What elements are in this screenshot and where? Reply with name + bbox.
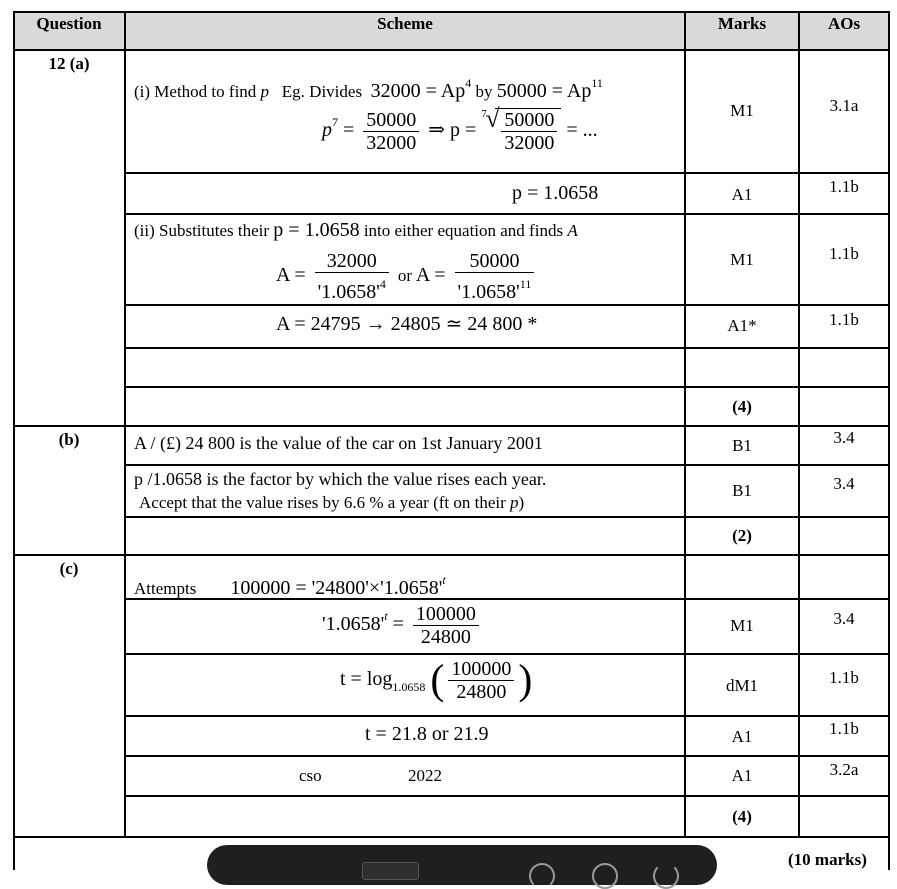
var-p: p	[322, 119, 332, 142]
rule-right	[888, 11, 890, 870]
exponent: t	[442, 573, 446, 587]
rotate-icon[interactable]	[653, 863, 679, 889]
var-A: A	[567, 221, 578, 240]
header-marks: Marks	[717, 14, 767, 33]
rule	[124, 386, 889, 388]
numerator: 50000	[363, 109, 419, 132]
grand-total: (10 marks)	[788, 850, 867, 869]
numerator: 100000	[448, 658, 514, 681]
exponent: 11	[519, 277, 532, 291]
base: '1.0658'	[317, 281, 380, 303]
text: Accept that the value rises by 6.6 % a year (ft on their	[139, 493, 506, 512]
numerator: 32000	[315, 250, 389, 273]
ao-b-2: 3.4	[833, 474, 855, 493]
ao-a-2: 1.1b	[829, 177, 859, 196]
or-text: or	[397, 266, 413, 286]
denominator	[315, 273, 389, 303]
rule-part-b-end	[13, 554, 889, 556]
denominator: 32000	[366, 132, 417, 154]
var-p: p	[260, 82, 270, 101]
rule-col-scheme	[124, 11, 126, 837]
scheme-a-A-value: A = 24795 → 24805 ≃ 24 800 *	[276, 313, 538, 335]
rule-header-bottom	[13, 49, 889, 51]
scheme-c-5-year: 2022	[408, 766, 442, 785]
rule	[124, 715, 889, 717]
rule-col-marks	[684, 11, 686, 837]
rule	[124, 172, 889, 174]
scheme-a-p-value: p = 1.0658	[512, 182, 599, 204]
scheme-b-1: A / (£) 24 800 is the value of the car on 1st January 2001	[134, 433, 543, 453]
equation: 100000 = '24800'×'1.0658'	[230, 577, 443, 599]
radical-sign: √	[485, 104, 500, 133]
fraction	[455, 250, 535, 303]
fraction	[315, 250, 389, 303]
header-aos: AOs	[827, 14, 861, 33]
rule	[124, 516, 889, 518]
total-b: (2)	[732, 526, 752, 545]
scheme-a-ii-line2	[276, 250, 538, 303]
log: t = log	[340, 668, 393, 691]
rule	[124, 347, 889, 349]
numerator: 50000	[455, 250, 535, 273]
implies: ⇒ p =	[428, 119, 477, 142]
base: '1.0658'	[322, 613, 385, 636]
scheme-c-1	[134, 570, 446, 599]
ao-a-1: 3.1a	[829, 96, 859, 115]
equals: =	[392, 613, 404, 636]
ao-b-1: 3.4	[833, 428, 855, 447]
exponent: 4	[379, 277, 386, 291]
scheme-a-ii-line1	[134, 220, 578, 241]
ao-c-5: 3.2a	[829, 760, 859, 779]
rule	[124, 755, 889, 757]
scheme-a-i-line1	[134, 73, 603, 102]
denominator	[455, 273, 535, 303]
var-p: p	[510, 493, 519, 512]
scheme-c-2	[322, 603, 483, 648]
denominator: 24800	[420, 626, 471, 648]
question-label-c: (c)	[59, 559, 79, 578]
right-paren: )	[518, 657, 533, 704]
rule	[124, 464, 889, 466]
rule	[124, 304, 889, 306]
base: '1.0658'	[457, 281, 520, 303]
ao-c-4: 1.1b	[829, 719, 859, 738]
header-scheme: Scheme	[377, 14, 433, 33]
scheme-c-5-cso: cso	[299, 766, 322, 785]
rule-col-aos	[798, 11, 800, 837]
scheme-c-4: t = 21.8 or 21.9	[365, 723, 489, 745]
scheme-b-2-line2	[139, 493, 524, 513]
root	[481, 104, 561, 154]
ao-a-3: 1.1b	[829, 244, 859, 263]
header-question: Question	[36, 14, 102, 33]
ellipsis: = ...	[566, 119, 598, 142]
exponent: 11	[591, 76, 603, 90]
ao-c-3: 1.1b	[829, 668, 859, 687]
mark-a-3: M1	[730, 250, 754, 269]
left-paren: (	[430, 657, 445, 704]
scheme-a-i-line2: $p^7$ = $\frac{50000}{32000}$ ⇒ p = 7 √ $\frac{50000}{32000}$ = ...	[322, 104, 598, 154]
exponent: 7	[332, 115, 338, 130]
denominator: 32000	[504, 132, 555, 154]
mark-c-3: dM1	[725, 676, 759, 695]
mark-a-4: A1*	[727, 316, 757, 335]
fraction	[448, 658, 514, 703]
exponent: t	[384, 609, 388, 624]
mark-b-2: B1	[732, 481, 752, 500]
scheme-b-2-line1: p /1.0658 is the factor by which the value rises each year.	[134, 469, 547, 489]
rule	[124, 213, 889, 215]
text: into either equation and finds	[363, 221, 564, 240]
rule-top	[13, 11, 889, 13]
text: (i) Method to find	[134, 82, 257, 101]
lhs: A =	[415, 264, 446, 287]
exponent: 4	[465, 76, 472, 90]
fraction	[363, 109, 419, 154]
fraction	[501, 109, 557, 154]
mark-c-2: M1	[730, 616, 754, 635]
numerator: 50000	[501, 109, 557, 132]
mark-a-1: M1	[730, 101, 754, 120]
toolbar-button[interactable]	[362, 862, 419, 880]
ao-a-4: 1.1b	[829, 310, 859, 329]
mark-c-5: A1	[731, 766, 753, 785]
text: by	[475, 82, 493, 101]
lhs: A =	[276, 264, 306, 287]
equation-2: 50000 = Ap	[496, 80, 592, 102]
question-label-b: (b)	[58, 430, 80, 449]
rule-part-c-end	[13, 836, 889, 838]
circle-icon[interactable]	[592, 863, 618, 889]
text: )	[518, 493, 525, 512]
total-c: (4)	[732, 807, 752, 826]
radicand	[495, 108, 561, 154]
rule-part-a-end	[13, 425, 889, 427]
numerator: 100000	[413, 603, 479, 626]
rule	[124, 795, 889, 797]
root-index: 7	[481, 108, 487, 120]
fraction	[413, 603, 479, 648]
scheme-c-3	[340, 658, 532, 703]
ao-c-2: 3.4	[833, 609, 855, 628]
equation-1: 32000 = Ap	[370, 80, 466, 102]
text: (ii) Substitutes their	[134, 221, 270, 240]
text: Eg. Divides	[281, 82, 363, 101]
mark-c-4: A1	[731, 727, 753, 746]
denominator: 24800	[456, 681, 507, 703]
floating-toolbar[interactable]	[207, 845, 717, 885]
text: Attempts	[134, 579, 197, 598]
p-value: p = 1.0658	[273, 219, 360, 241]
refresh-icon[interactable]	[529, 863, 555, 889]
question-label-12a: 12 (a)	[48, 54, 90, 73]
total-a: (4)	[732, 397, 752, 416]
mark-b-1: B1	[732, 436, 752, 455]
rule	[124, 653, 889, 655]
log-base: 1.0658	[392, 680, 426, 695]
mark-a-2: A1	[731, 185, 753, 204]
